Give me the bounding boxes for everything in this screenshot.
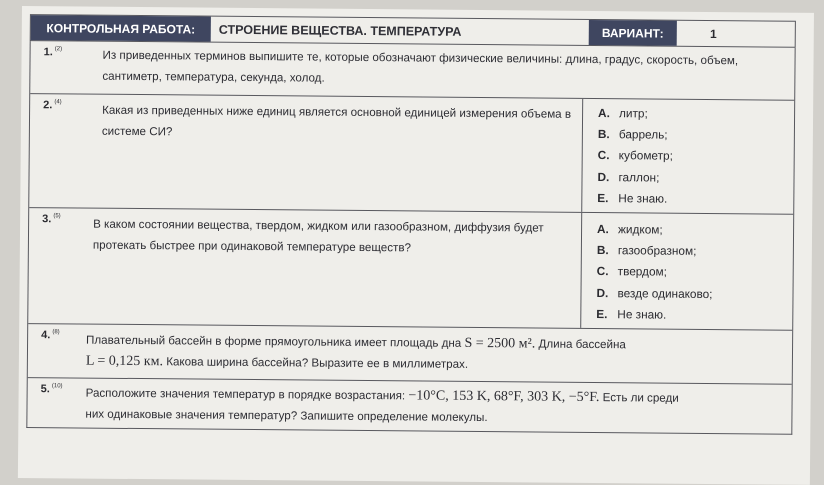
question-text: Какая из приведенных ниже единиц является основной единицей измерения объема в системе СИ? xyxy=(101,103,572,139)
question-row-1 xyxy=(30,41,794,101)
question-row-2 xyxy=(29,94,794,215)
column-divider xyxy=(581,99,583,212)
formula-area: S = 2500 м². xyxy=(464,335,536,352)
answer-options xyxy=(596,219,713,326)
column-divider xyxy=(580,213,582,328)
answer-option: C. кубометр; xyxy=(597,148,673,164)
variant-number: 1 xyxy=(710,26,717,41)
question-points: (2) xyxy=(54,46,63,53)
formula-length: L = 0,125 км. xyxy=(85,353,164,370)
answer-options xyxy=(597,103,673,210)
question-text: Из приведенных терминов выпишите те, которые обозначают физические величины: длина, градус, скорость, объем, сантиметр, температура, секунда, холод. xyxy=(102,48,739,85)
test-title: СТРОЕНИЕ ВЕЩЕСТВА. ТЕМПЕРАТУРА xyxy=(218,22,462,39)
question-number: 1. $^{(2)}$ xyxy=(43,46,63,59)
question-number: 4. $^{(8)}$ xyxy=(41,329,60,342)
question-number: 2. $^{(4)}$ xyxy=(43,99,62,112)
answer-option: A. жидком; xyxy=(597,222,663,237)
question-points: (5) xyxy=(53,213,61,220)
question-row-4 xyxy=(28,324,792,385)
question-row-3 xyxy=(28,208,793,331)
answer-option: D. везде одинаково; xyxy=(596,285,713,301)
question-text: Расположите значения температур в порядке возрастания: −10°C, 153 K, 68°F, 303 K, −5°F. Есть ли среди них одинаковые значения температур? Запишите определение молекулы. xyxy=(85,386,679,425)
answer-option: E. Не знаю. xyxy=(596,306,667,322)
answer-option: B. газообразном; xyxy=(596,243,697,259)
question-text: В каком состоянии вещества, твердом, жидком или газообразном, диффузия будет протекать быстрее при одинаковой температуре веществ? xyxy=(92,217,544,255)
question-number: 3. $^{(5)}$ xyxy=(42,213,61,226)
question-points: (4) xyxy=(54,99,62,106)
question-number: 5. $^{(10)}$ xyxy=(40,383,63,396)
question-row-5 xyxy=(27,378,791,435)
variant-label: ВАРИАНТ: xyxy=(589,20,677,46)
answer-option: C. твердом; xyxy=(596,264,667,280)
answer-option: E. Не знаю. xyxy=(597,190,668,206)
temperature-values: −10°C, 153 K, 68°F, 303 K, −5°F. xyxy=(408,388,600,406)
test-label: КОНТРОЛЬНАЯ РАБОТА: xyxy=(31,15,211,42)
answer-option: B. баррель; xyxy=(597,127,668,142)
answer-option: D. галлон; xyxy=(597,169,660,185)
question-points: (8) xyxy=(52,329,60,336)
question-points: (10) xyxy=(51,383,63,390)
answer-option: A. литр; xyxy=(598,106,648,121)
questions-table xyxy=(26,41,795,435)
worksheet xyxy=(18,6,814,485)
question-text: Плавательный бассейн в форме прямоугольника имеет площадь дна S = 2500 м². Длина бассейна L = 0,125 км. Какова ширина бассейна? Выразите ее в миллиметрах. xyxy=(85,333,626,371)
